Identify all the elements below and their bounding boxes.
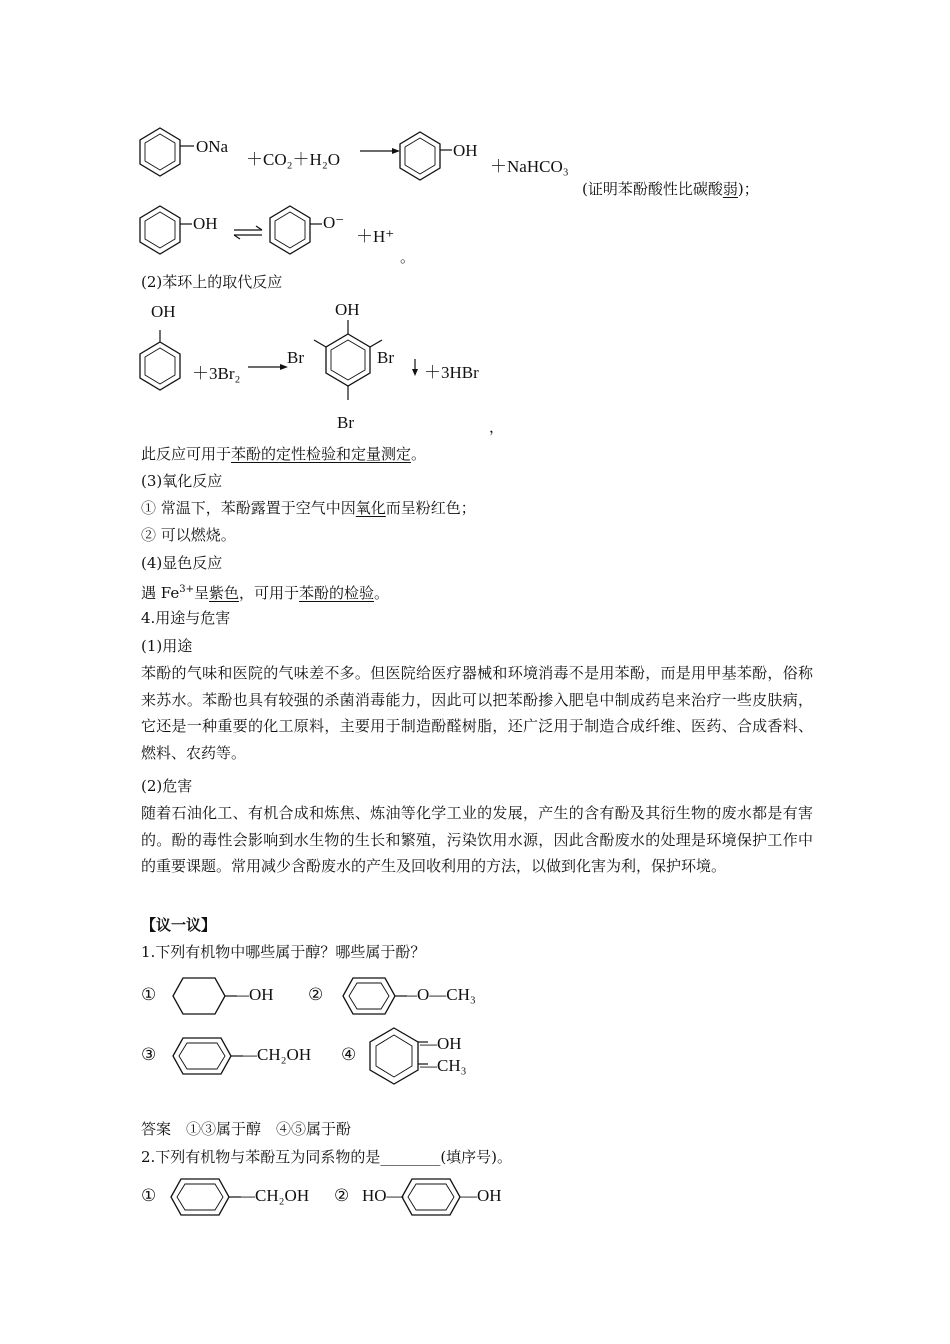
answer-line: 答案 ①③属于醇 ④⑤属于酚 — [141, 1120, 352, 1138]
oxidation-heading: (3)氧化反应 — [141, 472, 223, 490]
benzene-ring-icon — [400, 132, 440, 180]
equilibrium-arrow-icon — [234, 226, 262, 239]
reagents-co2-h2o: ＋CO₂＋H₂O — [246, 150, 341, 169]
q1-item-1-substituent: —OH — [232, 985, 274, 1004]
benzene-ring-icon — [326, 334, 370, 386]
q1-item-2-number: ② — [308, 985, 324, 1005]
precipitate-arrow-icon — [410, 358, 420, 378]
hazards-subheading: (2)危害 — [141, 777, 193, 795]
question-1: 1.下列有机物中哪些属于醇？哪些属于酚？ — [141, 943, 426, 961]
bromination-use: 此反应可用于苯酚的定性检验和定量测定。 — [141, 445, 427, 463]
benzene-ring-icon — [140, 206, 180, 254]
reagent-bromine: ＋3Br₂ — [192, 364, 241, 383]
byproduct-nahco3: ＋NaHCO₃ — [490, 157, 569, 176]
q1-item-4-substituent-oh: —OH — [420, 1034, 462, 1053]
reaction-bromination — [130, 320, 400, 420]
tribromophenol-br-right: Br — [377, 348, 394, 367]
acidity-note: (证明苯酚酸性比碳酸弱)； — [582, 180, 759, 198]
q2-item-2-number: ② — [334, 1186, 350, 1206]
q2-item-2-right: —OH — [460, 1186, 502, 1205]
q2-item-1-number: ① — [141, 1186, 157, 1206]
phenol-oh-left: OH — [193, 214, 218, 233]
tribromophenol-br-left: Br — [287, 348, 304, 367]
substitution-heading: (2)苯环上的取代反应 — [141, 273, 283, 291]
hydrogen-ion: ＋H⁺ — [356, 227, 395, 246]
q1-item-4-number: ④ — [341, 1045, 357, 1065]
uses-heading: 4.用途与危害 — [141, 609, 231, 627]
q2-item-1-substituent: —CH₂OH — [238, 1186, 310, 1205]
discussion-heading: 【议一议】 — [141, 916, 217, 934]
reaction2-period: 。 — [400, 248, 416, 266]
question-2: 2.下列有机物与苯酚互为同系物的是________(填序号)。 — [141, 1148, 513, 1166]
q1-item-1-number: ① — [141, 985, 157, 1005]
uses-paragraph: 苯酚的气味和医院的气味差不多。但医院给医疗器械和环境消毒不是用苯酚，而是用甲基苯酚，俗称来苏水。苯酚也具有较强的杀菌消毒能力，因此可以把苯酚掺入肥皂中制成药皂来治疗一些皮肤病，它还是一种重要的化工原料，主要用于制造酚醛树脂，还广泛用于制造合成纤维、医药、合成香料、燃料、农药等。 — [141, 664, 813, 762]
benzene-ring-icon — [270, 206, 310, 254]
phenoxide-substituent: ONa — [196, 137, 229, 156]
benzene-ring-icon — [140, 128, 180, 176]
q1-item-3-number: ③ — [141, 1045, 157, 1065]
byproduct-hbr: ＋3HBr — [424, 363, 479, 382]
color-text: 遇 $Fe^{3+}$呈紫色，可用于苯酚的检验。 — [141, 584, 390, 602]
oxidation-item-2: ② 可以燃烧。 — [141, 526, 236, 544]
tribromophenol-oh: OH — [335, 300, 360, 319]
benzene-ring-icon — [140, 342, 180, 390]
phenol-oh-top: OH — [151, 302, 176, 321]
q1-item-4-substituent-ch3: —CH₃ — [420, 1056, 467, 1075]
uses-subheading: (1)用途 — [141, 637, 193, 655]
q1-item-2-substituent: —O—CH₃ — [400, 985, 476, 1004]
q1-item-3-substituent: —CH₂OH — [240, 1045, 312, 1064]
hazards-paragraph: 随着石油化工、有机合成和炼焦、炼油等化学工业的发展，产生的含有酚及其衍生物的废水都是有害的。酚的毒性会影响到水生物的生长和繁殖，污染饮用水源，因此含酚废水的处理是环境保护工作中的重要课题。常用减少含酚废水的产生及回收利用的方法，以做到化害为利，保护环境。 — [141, 804, 813, 875]
tribromophenol-br-bottom: Br — [337, 413, 354, 432]
q2-item-2-left: HO— — [362, 1186, 404, 1205]
phenol-substituent: OH — [453, 141, 478, 160]
color-heading: (4)显色反应 — [141, 554, 223, 572]
bromination-comma: ， — [489, 418, 505, 436]
oxidation-item-1: ① 常温下，苯酚露置于空气中因氧化而呈粉红色； — [141, 499, 476, 517]
phenoxide-o-minus: O⁻ — [323, 213, 345, 232]
